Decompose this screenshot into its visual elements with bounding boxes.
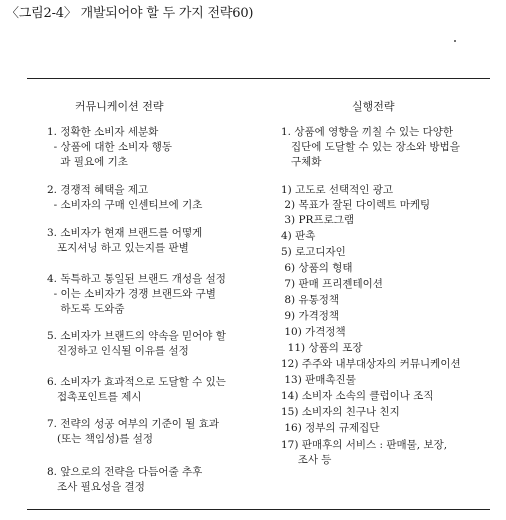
right-column-item-line: 10) 가격정책 (281, 326, 346, 338)
right-column-item-line: 11) 상품의 포장 (281, 342, 363, 354)
right-column-item-line: 1. 상품에 영향을 끼칠 수 있는 다양한 (281, 126, 454, 138)
left-column-item (47, 375, 226, 405)
left-column-item-line: 접촉포인트를 제시 (47, 391, 142, 403)
left-column-item (47, 272, 226, 317)
left-column-item (47, 417, 219, 447)
left-column-item (47, 183, 202, 213)
right-column-item-line: 9) 가격정책 (281, 310, 340, 322)
right-column-item (281, 309, 339, 324)
left-column-item-line: 8. 앞으로의 전략을 다듬어줄 추후 (47, 466, 203, 478)
right-column-item-line: 구체화 (281, 156, 322, 168)
left-column-item (47, 125, 172, 170)
right-column-item (281, 438, 447, 468)
right-column-item-line: 4) 판촉 (281, 230, 316, 242)
right-column-item-line: 1) 고도로 선택적인 광고 (281, 184, 394, 196)
right-column-item (281, 198, 430, 213)
right-column-item (281, 325, 346, 340)
right-column-item (281, 421, 379, 436)
right-column-item (281, 125, 460, 170)
left-column-item-line: 6. 소비자가 효과적으로 도달할 수 있는 (47, 376, 226, 388)
right-column-item (281, 293, 339, 308)
left-column-item-line: (또는 책임성)를 설정 (47, 433, 154, 445)
right-column-item-line: 15) 소비자의 친구나 친지 (281, 406, 400, 418)
right-column-item-line: 2) 목표가 잘된 다이렉트 마케팅 (281, 199, 431, 211)
right-column-item-line: 12) 주주와 내부대상자의 커뮤니케이션 (281, 358, 461, 370)
left-column-item (47, 329, 226, 359)
left-column-item-line: 하도록 도와줌 (47, 303, 125, 315)
scan-speck (454, 40, 456, 42)
left-column-item-line: - 이는 소비자가 경쟁 브랜드와 구별 (47, 288, 216, 300)
page-title: 〈그림2-4〉 개발되어야 할 두 가지 전략60) (6, 6, 254, 21)
strategy-table (27, 78, 490, 510)
right-column-item (281, 213, 354, 228)
right-column-item-line: 7) 판매 프리젠테이션 (281, 278, 383, 290)
left-column-item-line: 진정하고 인식될 이유를 설정 (47, 345, 189, 357)
right-column-item-line: 16) 정부의 규제집단 (281, 422, 380, 434)
right-column-item-line: 13) 판매촉진물 (281, 374, 356, 386)
left-column-item-line: 1. 정확한 소비자 세분화 (47, 126, 159, 138)
left-column-heading: 커뮤니케이션 전략 (75, 100, 164, 113)
right-column-item (281, 261, 353, 276)
right-column-item-line: 17) 판매후의 서비스 : 판매물, 보장, (281, 439, 448, 451)
left-column-item-line: 2. 경쟁적 혜택을 제고 (47, 184, 149, 196)
right-column-item (281, 277, 383, 292)
left-column-item-line: - 상품에 대한 소비자 행동 (47, 141, 173, 153)
right-column-item (281, 183, 393, 198)
right-column-item (281, 373, 356, 388)
left-column-item (47, 465, 202, 495)
right-column-item (281, 405, 400, 420)
right-column-heading: 실행전략 (352, 100, 395, 113)
left-column-item (47, 226, 202, 256)
right-column-item (281, 357, 461, 372)
left-column-item-line: 7. 전략의 성공 여부의 기준이 될 효과 (47, 418, 220, 430)
right-column-item-line: 5) 로고디자인 (281, 246, 346, 258)
left-column-item-line: 3. 소비자가 현재 브랜드를 어떻게 (47, 227, 203, 239)
right-column-item-line: 집단에 도달할 수 있는 장소와 방법을 (281, 141, 460, 153)
left-column-item-line: 과 필요에 기초 (47, 156, 128, 168)
right-column-item (281, 389, 434, 404)
right-column-item-line: 3) PR프로그램 (281, 214, 354, 226)
left-column-item-line: 5. 소비자가 브랜드의 약속을 믿어야 할 (47, 330, 226, 342)
left-column-item-line: 조사 필요성을 결정 (47, 481, 145, 493)
right-column-item-line: 조사 등 (281, 454, 332, 466)
right-column-item-line: 6) 상품의 형태 (281, 262, 353, 274)
right-column-item (281, 245, 346, 260)
right-column-item-line: 8) 유통정책 (281, 294, 340, 306)
left-column-item-line: 4. 독특하고 통일된 브랜드 개성을 설정 (47, 273, 226, 285)
left-column-item-line: 포지셔닝 하고 있는지를 판별 (47, 242, 189, 254)
right-column-item (281, 229, 315, 244)
right-column-item-line: 14) 소비자 소속의 클럽이나 조직 (281, 390, 434, 402)
left-column-item-line: - 소비자의 구매 인센티브에 기초 (47, 199, 203, 211)
right-column-item (281, 341, 363, 356)
